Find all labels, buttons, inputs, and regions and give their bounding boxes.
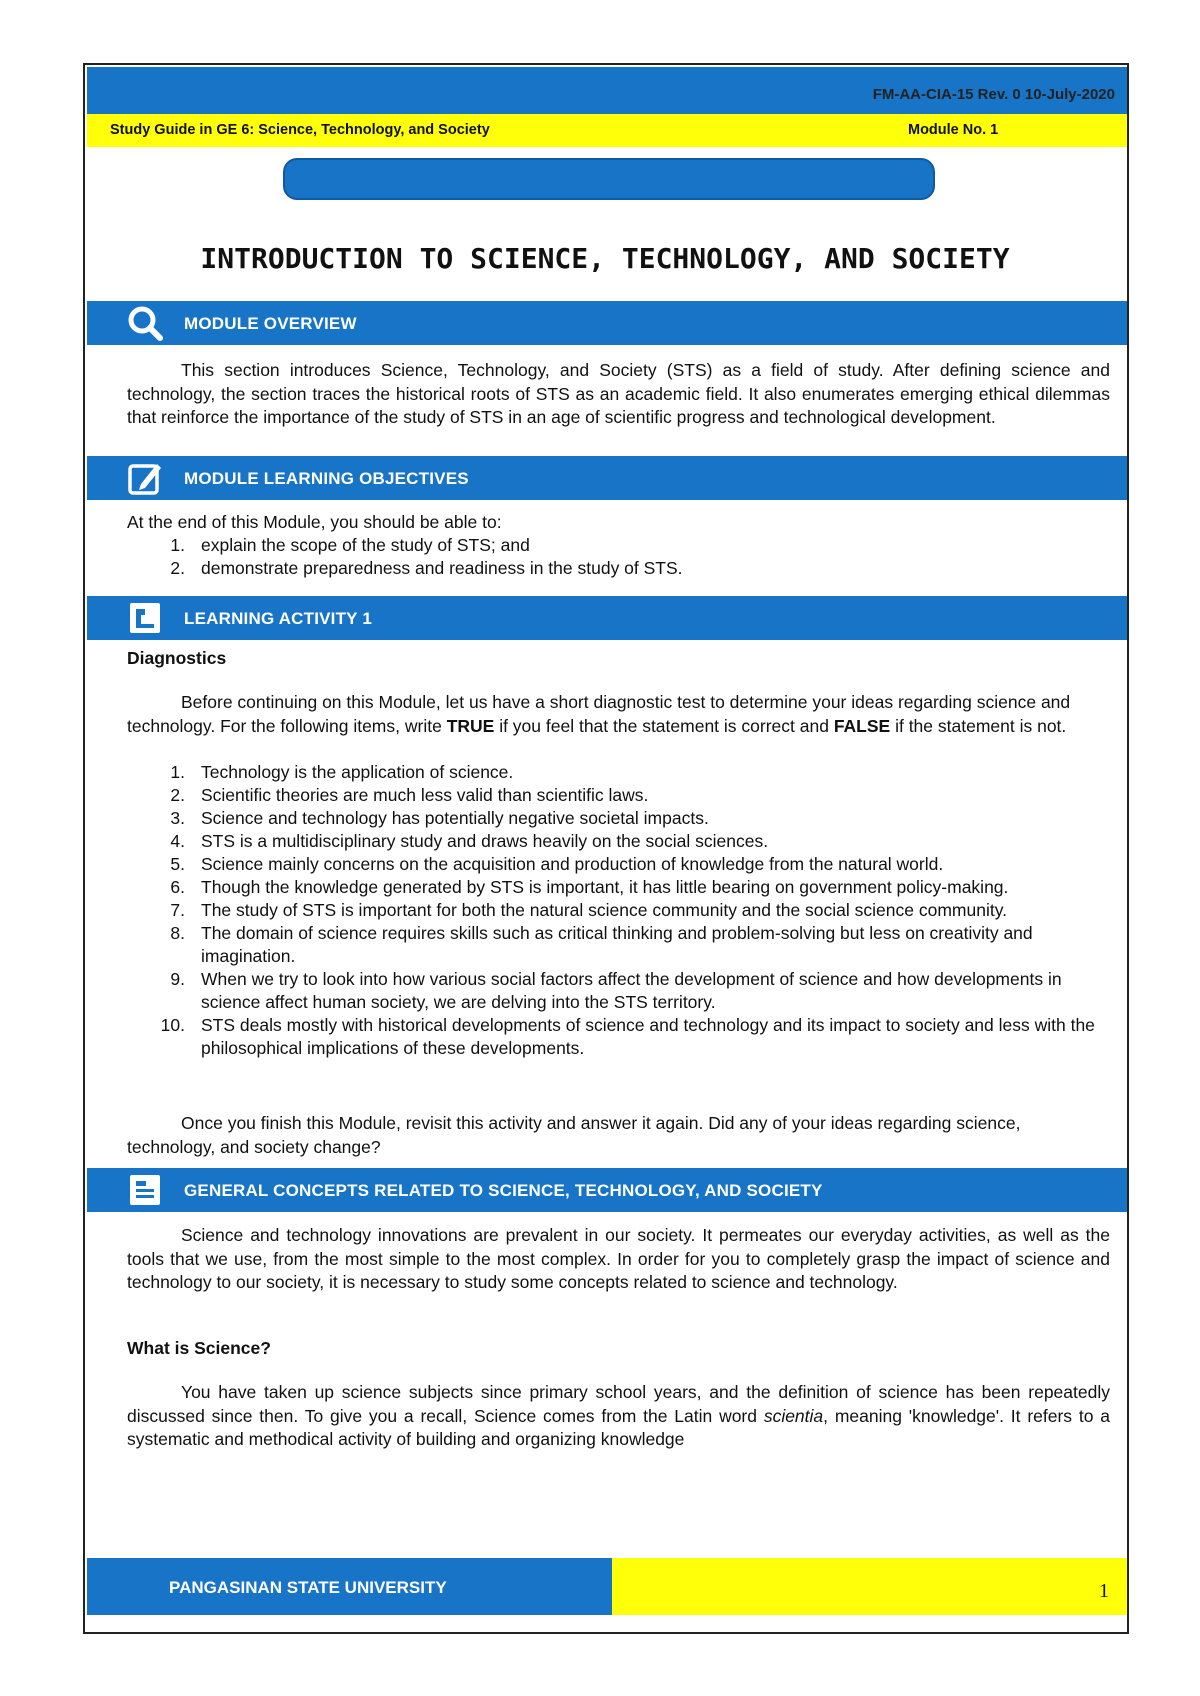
- list-item: [127, 922, 1110, 968]
- list-item: [127, 761, 1110, 784]
- list-item-text: Science and technology has potentially negative societal impacts.: [201, 808, 709, 828]
- concepts-text: Science and technology innovations are prevalent in our society. It permeates our everyday activities, as well as the tools that we use, from the most simple to the most complex. In order for you to completely grasp the impact of science and technology to our society, it is necessary to study some concepts related to science and technology.: [127, 1225, 1110, 1292]
- list-item: [127, 784, 1110, 807]
- diagnostics-heading: Diagnostics: [127, 648, 227, 668]
- list-item-number: 1.: [170, 762, 185, 782]
- list-item-number: 6.: [170, 877, 185, 897]
- document-page: [83, 63, 1129, 1634]
- latin-term: scientia: [763, 1405, 824, 1426]
- what-is-science-heading: What is Science?: [127, 1338, 271, 1358]
- page-number: 1: [1099, 1580, 1109, 1602]
- list-item: [127, 534, 1110, 557]
- list-item: [127, 557, 1110, 580]
- footer-university-band: [87, 1558, 612, 1615]
- list-item-text: When we try to look into how various social factors affect the development of science and how developments in science affect human society, we are delving into the STS territory.: [201, 969, 1062, 1012]
- list-item: [127, 830, 1110, 853]
- list-item-text: STS deals mostly with historical developments of science and technology and its impact to society and less with the philosophical implications of these developments.: [201, 1015, 1095, 1058]
- title-banner: [283, 158, 935, 200]
- magnifier-icon: [127, 305, 163, 341]
- list-item-number: 2.: [170, 785, 185, 805]
- list-item: [127, 968, 1110, 1014]
- footer-page-band: [612, 1558, 1127, 1615]
- objectives-intro: At the end of this Module, you should be able to:: [127, 512, 502, 532]
- list-item-number: 2.: [170, 558, 185, 578]
- study-guide-label: Study Guide in GE 6: Science, Technology, and Society: [110, 122, 490, 138]
- true-keyword: TRUE: [446, 715, 495, 736]
- list-item: [127, 876, 1110, 899]
- list-item: [127, 807, 1110, 830]
- list-item-text: STS is a multidisciplinary study and draws heavily on the social sciences.: [201, 831, 769, 851]
- list-item-number: 3.: [170, 808, 185, 828]
- section-bar-objectives: [87, 456, 1127, 500]
- header-band: [87, 67, 1127, 114]
- list-item-text: explain the scope of the study of STS; and: [201, 535, 530, 555]
- module-number: Module No. 1: [908, 122, 999, 138]
- list-item-number: 7.: [170, 900, 185, 920]
- section-bar-activity: [87, 596, 1127, 640]
- section-heading: LEARNING ACTIVITY 1: [184, 609, 372, 628]
- activity-closing: Once you finish this Module, revisit this activity and answer it again. Did any of your ideas regarding science, technology, and society change?: [127, 1113, 1021, 1157]
- diagnostic-items-list: [127, 761, 1110, 1060]
- list-item: [127, 1014, 1110, 1060]
- list-item-number: 4.: [170, 831, 185, 851]
- list-item-text: The study of STS is important for both the natural science community and the social science community.: [201, 900, 1008, 920]
- section-bar-concepts: [87, 1168, 1127, 1212]
- objectives-list: [127, 534, 1110, 580]
- document-icon: [127, 1172, 163, 1208]
- science-definition-text: You have taken up science subjects since primary school years, and the definition of science has been repeatedly discussed since then. To give you a recall, Science comes from the Latin word scientia, meaning 'knowledge'. It refers to a systematic and methodical activity of building and organizing knowledge: [127, 1382, 1110, 1449]
- list-item-text: The domain of science requires skills such as critical thinking and problem-solving but less on creativity and imagination.: [201, 923, 1033, 966]
- false-keyword: FALSE: [833, 715, 891, 736]
- list-item-text: Though the knowledge generated by STS is important, it has little bearing on government policy-making.: [201, 877, 1009, 897]
- list-item-number: 1.: [170, 535, 185, 555]
- section-heading: MODULE LEARNING OBJECTIVES: [184, 469, 469, 488]
- list-item-number: 10.: [160, 1015, 185, 1035]
- overview-text: This section introduces Science, Technology, and Society (STS) as a field of study. After defining science and technology, the section traces the historical roots of STS as an academic field. It also enumerates emerging ethical dilemmas that reinforce the importance of the study of STS in an age of scientific progress and technological development.: [127, 360, 1110, 427]
- study-guide-band: [87, 114, 1127, 147]
- list-item-number: 9.: [170, 969, 185, 989]
- list-item-text: Technology is the application of science.: [201, 762, 514, 782]
- edit-icon: [127, 460, 163, 496]
- section-heading: MODULE OVERVIEW: [184, 314, 357, 333]
- list-item-number: 5.: [170, 854, 185, 874]
- university-name: PANGASINAN STATE UNIVERSITY: [169, 1578, 447, 1597]
- list-item-text: demonstrate preparedness and readiness in the study of STS.: [201, 558, 683, 578]
- list-item-text: Science mainly concerns on the acquisition and production of knowledge from the natural world.: [201, 854, 944, 874]
- list-item-text: Scientific theories are much less valid than scientific laws.: [201, 785, 649, 805]
- section-bar-overview: [87, 301, 1127, 345]
- list-item-number: 8.: [170, 923, 185, 943]
- activity-icon: [127, 600, 163, 636]
- list-item: [127, 853, 1110, 876]
- list-item: [127, 899, 1110, 922]
- activity-intro: Before continuing on this Module, let us have a short diagnostic test to determine your ideas regarding science and technology. For the following items, write TRUE if you feel that the statement is correct and FALSE if the statement is not.: [127, 692, 1071, 736]
- section-heading: GENERAL CONCEPTS RELATED TO SCIENCE, TECHNOLOGY, AND SOCIETY: [184, 1181, 823, 1200]
- form-code: FM-AA-CIA-15 Rev. 0 10-July-2020: [872, 86, 1115, 103]
- page-title: INTRODUCTION TO SCIENCE, TECHNOLOGY, AND SOCIETY: [200, 242, 1010, 275]
